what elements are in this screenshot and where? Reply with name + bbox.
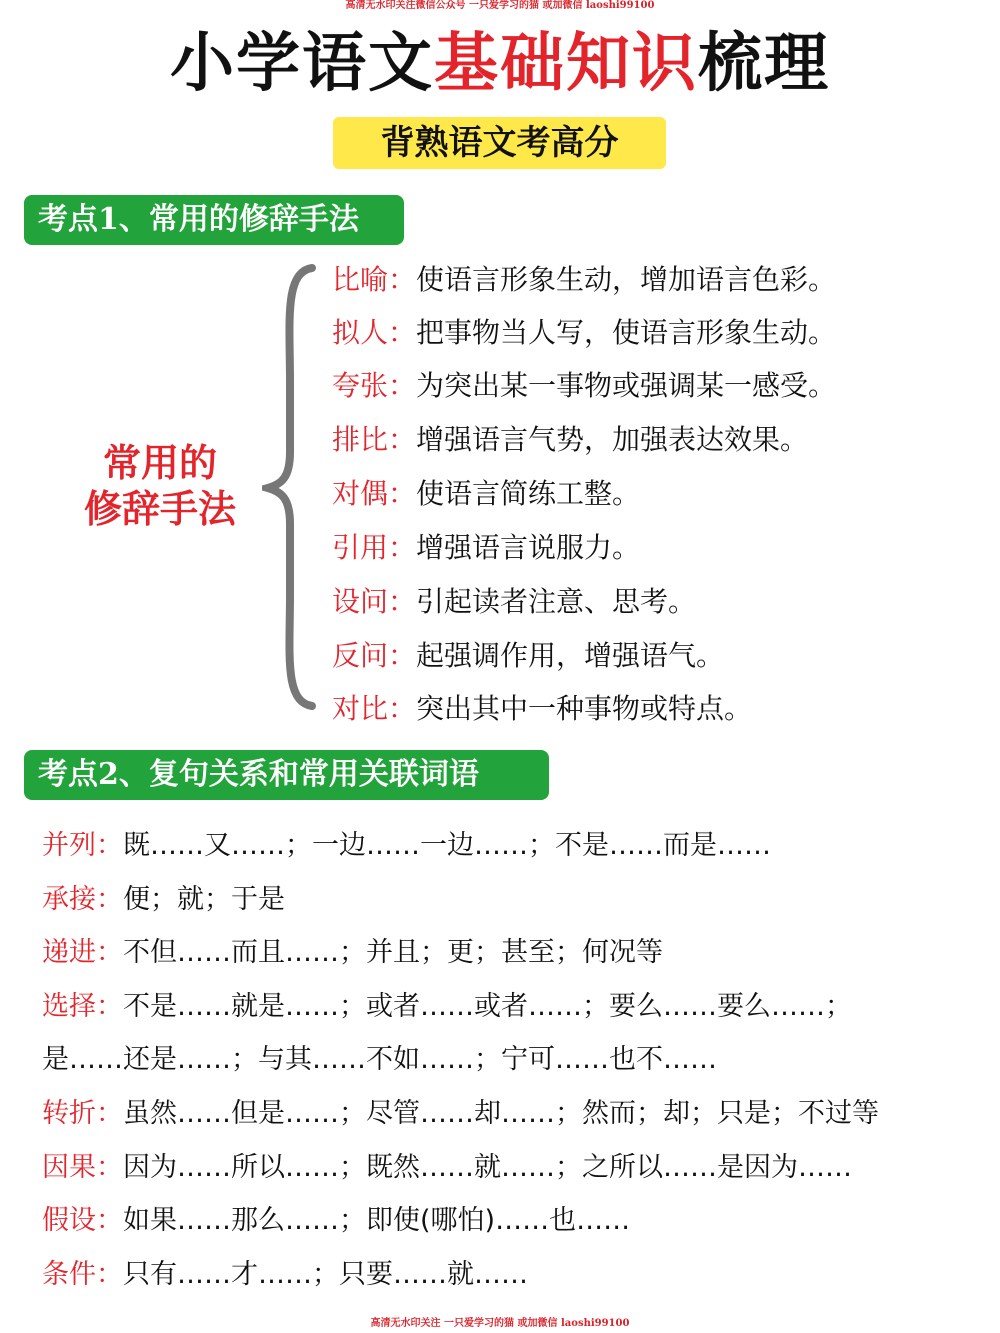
- relation-term: 承接：: [42, 884, 123, 915]
- center-label-line-2: 修辞手法: [83, 486, 236, 531]
- rhetoric-term: 排比：: [332, 423, 417, 456]
- conjunction-row-alternative: [42, 987, 852, 1027]
- rhetoric-desc: 增强语言气势，加强表达效果。: [416, 423, 809, 456]
- relation-term: 条件：: [42, 1259, 123, 1290]
- relation-words: 如果……那么……；即使(哪怕)……也……: [123, 1205, 631, 1236]
- conjunction-row-alternative-cont: [42, 1040, 717, 1080]
- relation-words: 虽然……但是……；尽管……却……；然而；却；只是；不过等: [123, 1098, 879, 1129]
- relation-term: 转折：: [42, 1098, 123, 1129]
- relation-words: 不是……就是……；或者……或者……；要么……要么……；: [123, 991, 852, 1022]
- bottom-watermark: 高清无水印关注 一只爱学习的猫 或加微信 laoshi99100: [370, 1318, 630, 1329]
- rhetoric-term: 比喻：: [332, 263, 417, 296]
- conjunction-row-coordinate: [42, 826, 771, 866]
- curly-brace-icon: [262, 262, 322, 712]
- rhetoric-item-metaphor: [332, 260, 836, 300]
- rhetoric-term: 反问：: [332, 639, 417, 672]
- rhetoric-term: 对偶：: [332, 477, 417, 510]
- rhetoric-item-antithesis: [332, 474, 640, 514]
- rhetoric-desc: 引起读者注意、思考。: [416, 585, 697, 618]
- rhetoric-desc: 起强调作用，增强语气。: [416, 639, 725, 672]
- conjunction-row-progressive: [42, 933, 663, 973]
- rhetoric-desc: 使语言形象生动，增加语言色彩。: [416, 263, 837, 296]
- relation-words: 只有……才……；只要……就……: [123, 1259, 528, 1290]
- relation-term: 假设：: [42, 1205, 123, 1236]
- page-title: [0, 28, 1000, 100]
- conjunction-row-causal: [42, 1148, 852, 1188]
- rhetoric-desc: 使语言简练工整。: [416, 477, 641, 510]
- conjunction-row-sequential: [42, 880, 285, 920]
- rhetoric-item-hyperbole: [332, 366, 836, 406]
- rhetoric-item-counter-q: [332, 636, 724, 676]
- conjunction-row-adversative: [42, 1094, 879, 1134]
- rhetoric-item-rhetorical-q: [332, 582, 696, 622]
- relation-term: 选择：: [42, 991, 123, 1022]
- title-part-3: 梳理: [698, 26, 830, 101]
- rhetoric-desc: 为突出某一事物或强调某一感受。: [416, 369, 837, 402]
- rhetoric-item-contrast: [332, 689, 752, 729]
- relation-words: 不但……而且……；并且；更；甚至；何况等: [123, 937, 663, 968]
- rhetoric-center-label: [60, 440, 260, 532]
- rhetoric-term: 夸张：: [332, 369, 417, 402]
- section-1-header: 考点1、常用的修辞手法: [24, 195, 404, 245]
- title-part-2: 基础知识: [434, 26, 698, 101]
- rhetoric-desc: 把事物当人写，使语言形象生动。: [416, 316, 837, 349]
- subtitle-banner: 背熟语文考高分: [333, 117, 666, 169]
- rhetoric-desc: 突出其中一种事物或特点。: [416, 692, 753, 725]
- relation-words: 因为……所以……；既然……就……；之所以……是因为……: [123, 1152, 852, 1183]
- rhetoric-term: 设问：: [332, 585, 417, 618]
- relation-words: 既……又……；一边……一边……；不是……而是……: [123, 830, 771, 861]
- top-watermark: 高清无水印关注微信公众号 一只爱学习的猫 或加微信 laoshi99100: [345, 0, 655, 11]
- rhetoric-desc: 增强语言说服力。: [416, 531, 641, 564]
- relation-term: 因果：: [42, 1152, 123, 1183]
- conjunction-row-hypothetical: [42, 1201, 630, 1241]
- relation-term: 并列：: [42, 830, 123, 861]
- section-2-header: 考点2、复句关系和常用关联词语: [24, 750, 549, 800]
- rhetoric-term: 拟人：: [332, 316, 417, 349]
- rhetoric-term: 对比：: [332, 692, 417, 725]
- rhetoric-item-personification: [332, 313, 836, 353]
- conjunction-row-conditional: [42, 1255, 528, 1295]
- title-part-1: 小学语文: [170, 26, 434, 101]
- rhetoric-item-quotation: [332, 528, 640, 568]
- rhetoric-item-parallelism: [332, 420, 808, 460]
- relation-term: 递进：: [42, 937, 123, 968]
- relation-words: 便；就；于是: [123, 884, 285, 915]
- relation-words: 是……还是……；与其……不如……；宁可……也不……: [42, 1044, 717, 1075]
- center-label-line-1: 常用的: [102, 440, 217, 485]
- rhetoric-term: 引用：: [332, 531, 417, 564]
